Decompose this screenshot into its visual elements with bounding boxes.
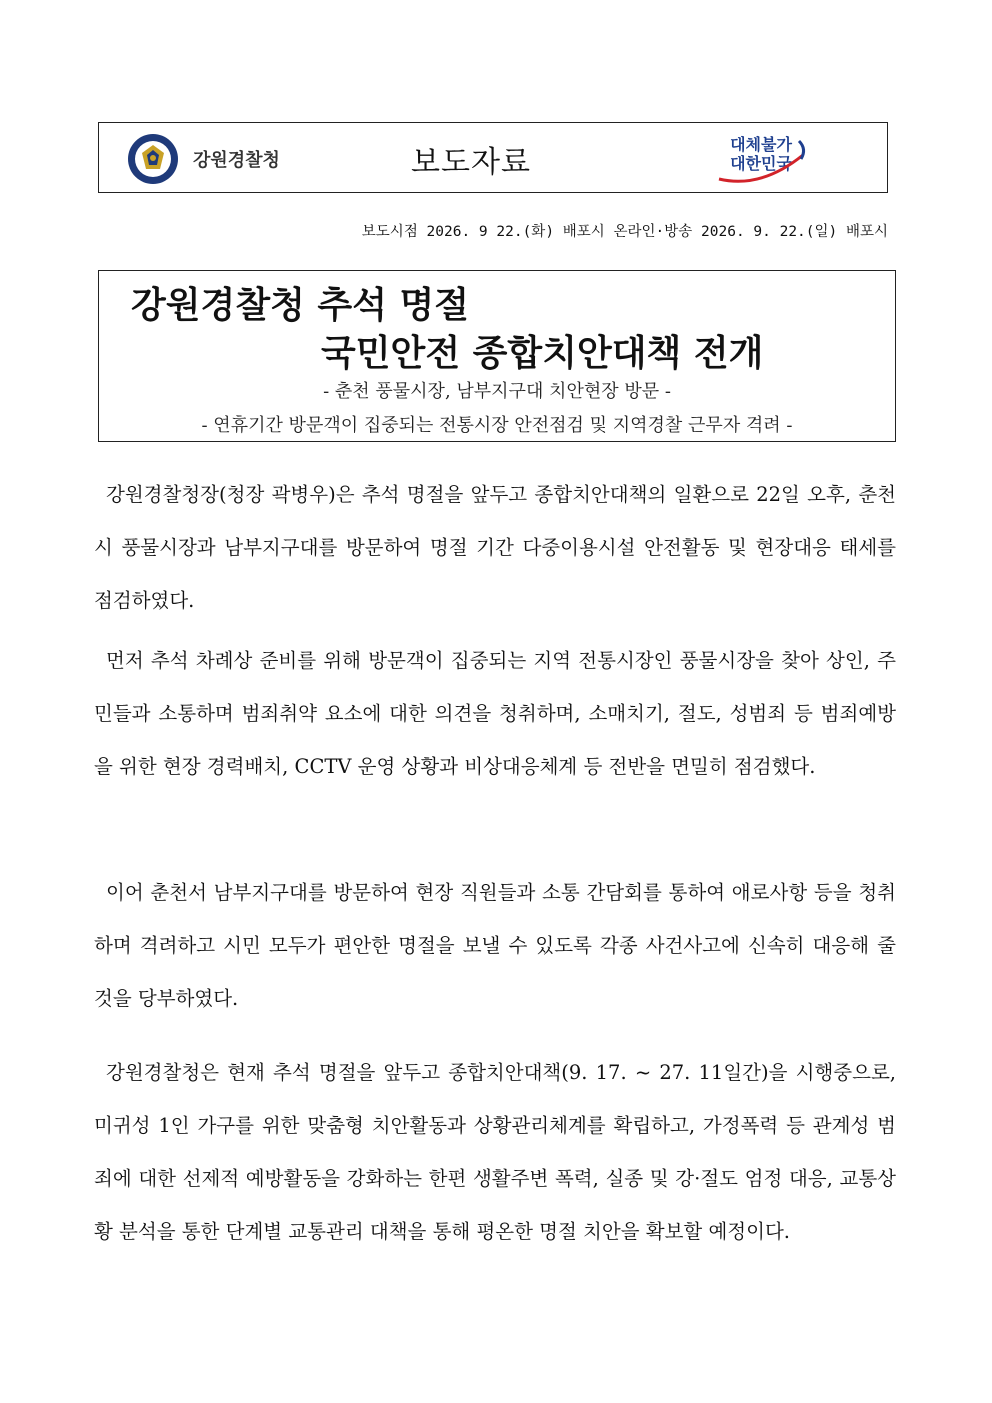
press-header [98, 122, 888, 193]
release-timing: 보도시점 2026. 9 22.(화) 배포시 온라인·방송 2026. 9. 22.(일) 배포시 [361, 224, 888, 240]
body-paragraph: 이어 춘천서 남부지구대를 방문하여 현장 직원들과 소통 간담회를 통하여 애로사항 등을 청취하며 격려하고 시민 모두가 편안한 명절을 보낼 수 있도록 각종 사건사고에 신속히 대응해 줄 것을 당부하였다. [94, 881, 896, 1010]
slogan-logo [711, 135, 811, 183]
org-name: 강원경찰청 [193, 150, 280, 171]
body-paragraph: 강원경찰청은 현재 추석 명절을 앞두고 종합치안대책(9. 17. ~ 27. 11일간)을 시행중으로, 미귀성 1인 가구를 위한 맞춤형 치안활동과 상황관리체계를 확립하고, 가정폭력 등 관계성 범죄에 대한 선제적 예방활동을 강화하는 한편 생활주변 폭력, 실종 및 강·절도 엄정 대응, 교통상황 분석을 통한 단계별 교통관리 대책을 통해 평온한 명절 치안을 확보할 예정이다. [94, 1061, 896, 1243]
headline-line1: 강원경찰청 추석 명절 [131, 285, 470, 326]
headline-line2: 국민안전 종합치안대책 전개 [321, 333, 764, 374]
doc-type-title: 보도자료 [411, 145, 531, 180]
slogan-line1: 대체불가 [730, 135, 792, 154]
slogan-swoosh-icon [711, 135, 811, 183]
body-paragraph: 먼저 추석 차례상 준비를 위해 방문객이 집중되는 지역 전통시장인 풍물시장을 찾아 상인, 주민들과 소통하며 범죄취약 요소에 대한 의견을 청취하며, 소매치기, 절도, 성범죄 등 범죄예방을 위한 현장 경력배치, CCTV 운영 상황과 비상대응체계 등 전반을 면밀히 점검했다. [94, 649, 896, 778]
title-box [98, 270, 896, 442]
police-emblem-icon [127, 133, 179, 185]
body-paragraph: 강원경찰청장(청장 곽병우)은 추석 명절을 앞두고 종합치안대책의 일환으로 22일 오후, 춘천시 풍물시장과 남부지구대를 방문하여 명절 기간 다중이용시설 안전활동 및 현장대응 태세를 점검하였다. [94, 483, 896, 612]
slogan-line2: 대한민국 [730, 154, 792, 173]
subtitle-1: - 춘천 풍물시장, 남부지구대 치안현장 방문 - [323, 381, 671, 402]
subtitle-2: - 연휴기간 방문객이 집중되는 전통시장 안전점검 및 지역경찰 근무자 격려 - [201, 415, 793, 436]
